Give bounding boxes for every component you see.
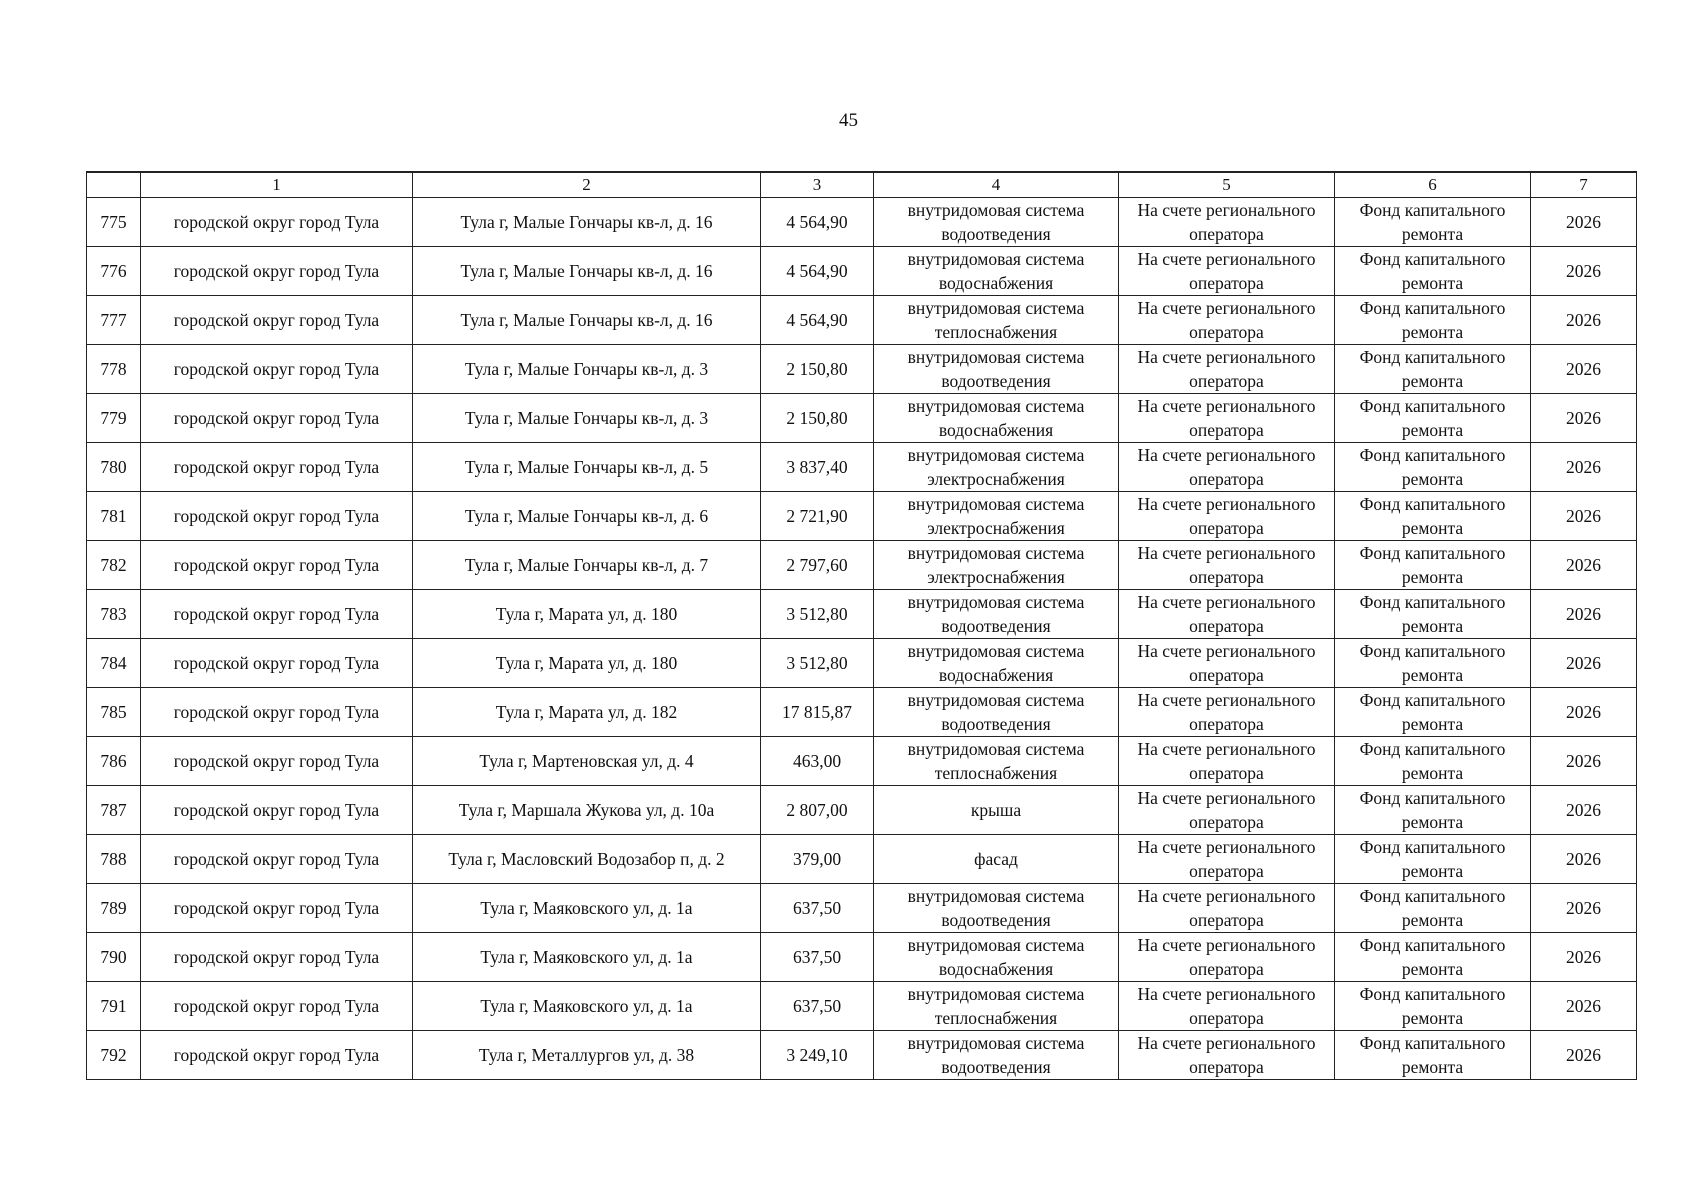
row-number-cell: 781 [87,492,141,541]
year-cell: 2026 [1531,247,1637,296]
address-cell: Тула г, Маяковского ул, д. 1а [413,884,761,933]
table-row [87,492,1637,541]
work-type-cell: крыша [874,786,1119,835]
year-cell: 2026 [1531,296,1637,345]
account-cell: На счете регионального оператора [1119,492,1335,541]
year-cell: 2026 [1531,982,1637,1031]
fund-cell: Фонд капитального ремонта [1335,247,1531,296]
year-cell: 2026 [1531,786,1637,835]
table-row [87,737,1637,786]
account-cell: На счете регионального оператора [1119,884,1335,933]
column-header [87,172,141,198]
cost-cell: 3 512,80 [761,639,874,688]
district-cell: городской округ город Тула [141,247,413,296]
year-cell: 2026 [1531,345,1637,394]
cost-cell: 17 815,87 [761,688,874,737]
account-cell: На счете регионального оператора [1119,1031,1335,1080]
table-row [87,345,1637,394]
work-type-cell: внутридомовая система водоотведения [874,1031,1119,1080]
row-number-cell: 779 [87,394,141,443]
work-type-cell: внутридомовая система водоснабжения [874,247,1119,296]
table-row [87,786,1637,835]
fund-cell: Фонд капитального ремонта [1335,492,1531,541]
column-header: 2 [413,172,761,198]
cost-cell: 2 721,90 [761,492,874,541]
year-cell: 2026 [1531,884,1637,933]
cost-cell: 3 249,10 [761,1031,874,1080]
fund-cell: Фонд капитального ремонта [1335,590,1531,639]
fund-cell: Фонд капитального ремонта [1335,394,1531,443]
table-row [87,541,1637,590]
district-cell: городской округ город Тула [141,982,413,1031]
fund-cell: Фонд капитального ремонта [1335,737,1531,786]
address-cell: Тула г, Малые Гончары кв-л, д. 3 [413,345,761,394]
year-cell: 2026 [1531,737,1637,786]
district-cell: городской округ город Тула [141,296,413,345]
address-cell: Тула г, Малые Гончары кв-л, д. 16 [413,247,761,296]
district-cell: городской округ город Тула [141,933,413,982]
address-cell: Тула г, Малые Гончары кв-л, д. 7 [413,541,761,590]
address-cell: Тула г, Мартеновская ул, д. 4 [413,737,761,786]
work-type-cell: внутридомовая система теплоснабжения [874,737,1119,786]
work-type-cell: внутридомовая система водоотведения [874,198,1119,247]
district-cell: городской округ город Тула [141,786,413,835]
account-cell: На счете регионального оператора [1119,982,1335,1031]
year-cell: 2026 [1531,198,1637,247]
table-row [87,1031,1637,1080]
district-cell: городской округ город Тула [141,541,413,590]
cost-cell: 637,50 [761,982,874,1031]
fund-cell: Фонд капитального ремонта [1335,884,1531,933]
year-cell: 2026 [1531,541,1637,590]
cost-cell: 2 807,00 [761,786,874,835]
account-cell: На счете регионального оператора [1119,933,1335,982]
work-type-cell: внутридомовая система электроснабжения [874,443,1119,492]
address-cell: Тула г, Малые Гончары кв-л, д. 6 [413,492,761,541]
address-cell: Тула г, Марата ул, д. 180 [413,639,761,688]
account-cell: На счете регионального оператора [1119,688,1335,737]
table-body [87,198,1637,1080]
row-number-cell: 783 [87,590,141,639]
address-cell: Тула г, Маяковского ул, д. 1а [413,982,761,1031]
work-type-cell: внутридомовая система водоотведения [874,590,1119,639]
work-type-cell: внутридомовая система водоотведения [874,345,1119,394]
row-number-cell: 780 [87,443,141,492]
account-cell: На счете регионального оператора [1119,443,1335,492]
year-cell: 2026 [1531,590,1637,639]
district-cell: городской округ город Тула [141,835,413,884]
row-number-cell: 792 [87,1031,141,1080]
account-cell: На счете регионального оператора [1119,541,1335,590]
cost-cell: 3 512,80 [761,590,874,639]
row-number-cell: 786 [87,737,141,786]
cost-cell: 2 797,60 [761,541,874,590]
year-cell: 2026 [1531,1031,1637,1080]
address-cell: Тула г, Масловский Водозабор п, д. 2 [413,835,761,884]
fund-cell: Фонд капитального ремонта [1335,933,1531,982]
year-cell: 2026 [1531,492,1637,541]
table-row [87,590,1637,639]
cost-cell: 463,00 [761,737,874,786]
district-cell: городской округ город Тула [141,198,413,247]
cost-cell: 3 837,40 [761,443,874,492]
row-number-cell: 789 [87,884,141,933]
year-cell: 2026 [1531,688,1637,737]
year-cell: 2026 [1531,394,1637,443]
address-cell: Тула г, Малые Гончары кв-л, д. 3 [413,394,761,443]
account-cell: На счете регионального оператора [1119,394,1335,443]
row-number-cell: 788 [87,835,141,884]
page-number: 45 [839,110,858,131]
table-row [87,394,1637,443]
address-cell: Тула г, Маршала Жукова ул, д. 10а [413,786,761,835]
cost-cell: 379,00 [761,835,874,884]
work-type-cell: внутридомовая система водоснабжения [874,933,1119,982]
account-cell: На счете регионального оператора [1119,296,1335,345]
table-row [87,982,1637,1031]
table-row [87,296,1637,345]
address-cell: Тула г, Маяковского ул, д. 1а [413,933,761,982]
year-cell: 2026 [1531,933,1637,982]
account-cell: На счете регионального оператора [1119,198,1335,247]
fund-cell: Фонд капитального ремонта [1335,639,1531,688]
row-number-cell: 791 [87,982,141,1031]
row-number-cell: 784 [87,639,141,688]
fund-cell: Фонд капитального ремонта [1335,982,1531,1031]
address-cell: Тула г, Марата ул, д. 182 [413,688,761,737]
column-header: 5 [1119,172,1335,198]
column-header: 1 [141,172,413,198]
work-type-cell: внутридомовая система водоснабжения [874,639,1119,688]
cost-cell: 4 564,90 [761,198,874,247]
table-row [87,247,1637,296]
column-header: 4 [874,172,1119,198]
address-cell: Тула г, Малые Гончары кв-л, д. 16 [413,296,761,345]
account-cell: На счете регионального оператора [1119,639,1335,688]
column-header: 7 [1531,172,1637,198]
capital-repair-table [86,171,1637,1080]
district-cell: городской округ город Тула [141,884,413,933]
row-number-cell: 787 [87,786,141,835]
work-type-cell: внутридомовая система водоотведения [874,688,1119,737]
column-header: 3 [761,172,874,198]
address-cell: Тула г, Малые Гончары кв-л, д. 16 [413,198,761,247]
account-cell: На счете регионального оператора [1119,835,1335,884]
fund-cell: Фонд капитального ремонта [1335,296,1531,345]
table-row [87,443,1637,492]
account-cell: На счете регионального оператора [1119,737,1335,786]
column-header: 6 [1335,172,1531,198]
address-cell: Тула г, Металлургов ул, д. 38 [413,1031,761,1080]
cost-cell: 637,50 [761,933,874,982]
row-number-cell: 785 [87,688,141,737]
cost-cell: 4 564,90 [761,296,874,345]
row-number-cell: 782 [87,541,141,590]
work-type-cell: внутридомовая система теплоснабжения [874,296,1119,345]
fund-cell: Фонд капитального ремонта [1335,1031,1531,1080]
district-cell: городской округ город Тула [141,737,413,786]
district-cell: городской округ город Тула [141,688,413,737]
fund-cell: Фонд капитального ремонта [1335,688,1531,737]
table-row [87,639,1637,688]
fund-cell: Фонд капитального ремонта [1335,541,1531,590]
work-type-cell: внутридомовая система водоснабжения [874,394,1119,443]
cost-cell: 4 564,90 [761,247,874,296]
cost-cell: 2 150,80 [761,394,874,443]
table-row [87,933,1637,982]
district-cell: городской округ город Тула [141,492,413,541]
table-row [87,688,1637,737]
fund-cell: Фонд капитального ремонта [1335,345,1531,394]
year-cell: 2026 [1531,835,1637,884]
account-cell: На счете регионального оператора [1119,247,1335,296]
district-cell: городской округ город Тула [141,639,413,688]
work-type-cell: внутридомовая система электроснабжения [874,541,1119,590]
row-number-cell: 776 [87,247,141,296]
work-type-cell: внутридомовая система водоотведения [874,884,1119,933]
year-cell: 2026 [1531,639,1637,688]
district-cell: городской округ город Тула [141,394,413,443]
cost-cell: 2 150,80 [761,345,874,394]
cost-cell: 637,50 [761,884,874,933]
fund-cell: Фонд капитального ремонта [1335,835,1531,884]
table-row [87,884,1637,933]
row-number-cell: 777 [87,296,141,345]
row-number-cell: 778 [87,345,141,394]
address-cell: Тула г, Малые Гончары кв-л, д. 5 [413,443,761,492]
district-cell: городской округ город Тула [141,590,413,639]
row-number-cell: 775 [87,198,141,247]
column-number-header-row [87,172,1637,198]
fund-cell: Фонд капитального ремонта [1335,198,1531,247]
account-cell: На счете регионального оператора [1119,786,1335,835]
table-row [87,198,1637,247]
fund-cell: Фонд капитального ремонта [1335,786,1531,835]
year-cell: 2026 [1531,443,1637,492]
work-type-cell: внутридомовая система электроснабжения [874,492,1119,541]
fund-cell: Фонд капитального ремонта [1335,443,1531,492]
district-cell: городской округ город Тула [141,1031,413,1080]
district-cell: городской округ город Тула [141,443,413,492]
table-row [87,835,1637,884]
row-number-cell: 790 [87,933,141,982]
account-cell: На счете регионального оператора [1119,590,1335,639]
account-cell: На счете регионального оператора [1119,345,1335,394]
district-cell: городской округ город Тула [141,345,413,394]
address-cell: Тула г, Марата ул, д. 180 [413,590,761,639]
work-type-cell: фасад [874,835,1119,884]
work-type-cell: внутридомовая система теплоснабжения [874,982,1119,1031]
